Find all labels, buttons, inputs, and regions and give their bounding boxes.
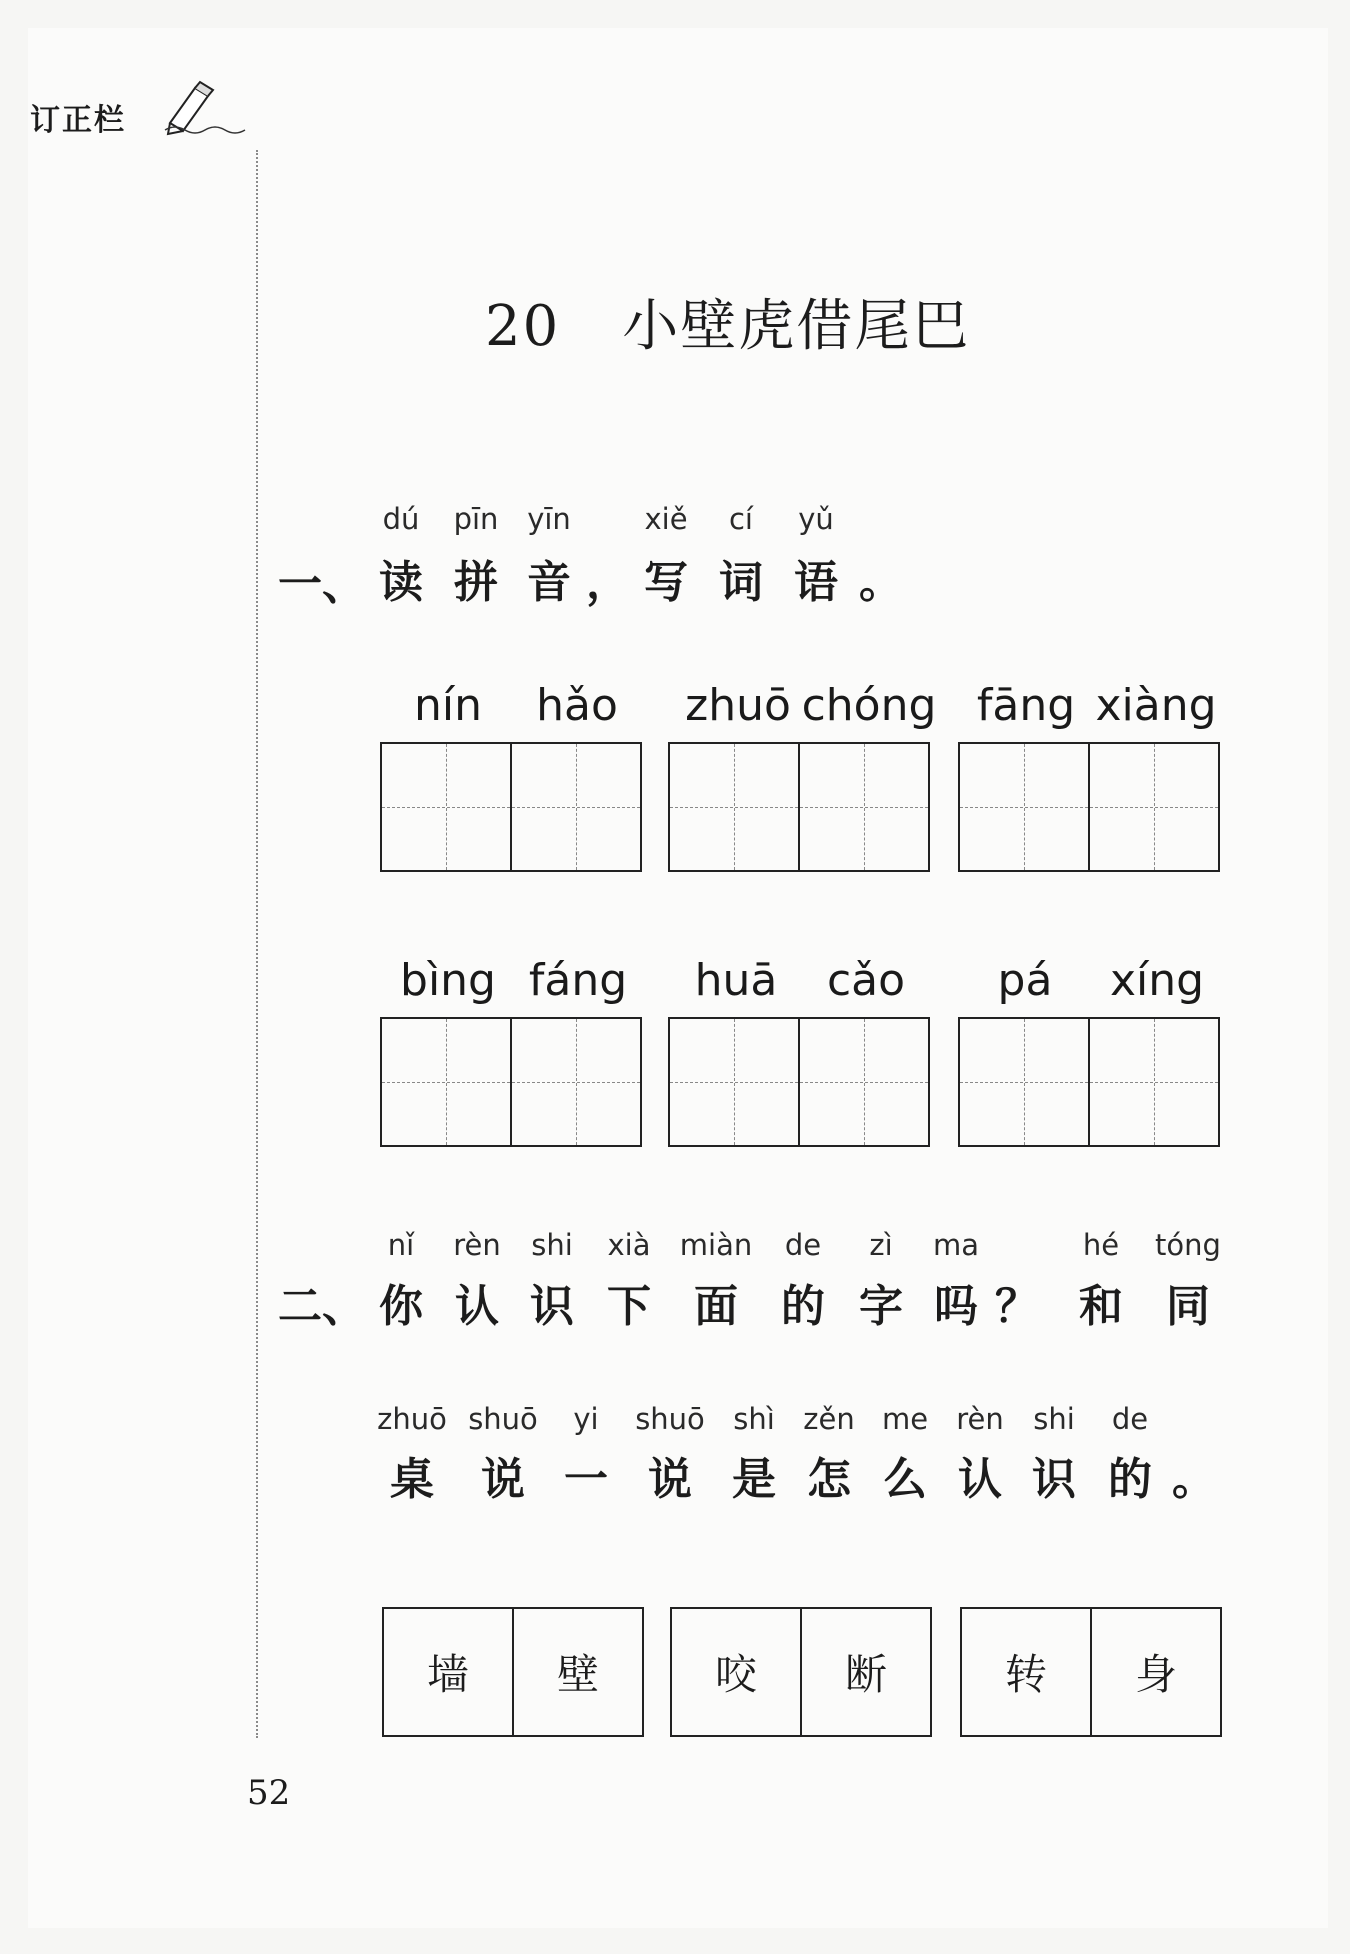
word-pinyin: xíng	[1109, 955, 1205, 1006]
word-pinyin: pá	[997, 955, 1053, 1006]
heading-char: 说	[481, 1454, 525, 1505]
heading-pinyin: de	[1111, 1402, 1149, 1436]
heading-pinyin: tóng	[1155, 1228, 1221, 1262]
char-box	[670, 1607, 932, 1737]
heading-pinyin: rèn	[956, 1402, 1004, 1436]
heading-char: 。	[1172, 1454, 1216, 1505]
heading-char: 是	[732, 1454, 776, 1505]
heading-char: 下	[607, 1281, 651, 1332]
margin-label: 订正栏	[30, 103, 126, 138]
word-pinyin: chóng	[801, 680, 937, 731]
box-char: 转	[1004, 1650, 1047, 1699]
heading-pinyin: zì	[869, 1228, 893, 1262]
heading-char: 字	[859, 1281, 903, 1332]
box-char: 咬	[714, 1650, 757, 1699]
writing-grid[interactable]	[380, 1017, 642, 1147]
page-title	[485, 282, 970, 362]
heading-char: 同	[1166, 1281, 1210, 1332]
heading-char: 你	[379, 1281, 423, 1332]
heading-char: 写	[644, 557, 688, 608]
word-pinyin: nín	[414, 680, 482, 731]
heading-pinyin: yi	[573, 1402, 599, 1436]
heading-char: 吗	[934, 1281, 978, 1332]
heading-pinyin: cí	[728, 502, 754, 536]
word-pinyin: zhuō	[685, 680, 791, 731]
heading-char: 的	[781, 1281, 825, 1332]
heading-char: 的	[1108, 1454, 1152, 1505]
heading-char: 语	[794, 557, 838, 608]
char-box	[382, 1607, 644, 1737]
heading-char: 和	[1079, 1281, 1123, 1332]
heading-char: 读	[379, 557, 423, 608]
heading-char: 词	[719, 557, 763, 608]
box-char: 身	[1090, 1609, 1220, 1735]
box-char: 壁	[512, 1609, 642, 1735]
heading-char: 认	[958, 1454, 1002, 1505]
section1-label: 一、	[278, 559, 366, 610]
word-pinyin: fáng	[528, 955, 628, 1006]
word-pinyin: fāng	[976, 680, 1076, 731]
heading-char: 音	[527, 557, 571, 608]
heading-char: 识	[530, 1281, 574, 1332]
heading-pinyin: xià	[607, 1228, 651, 1262]
word-pinyin: huā	[694, 955, 778, 1006]
heading-pinyin: ma	[932, 1228, 980, 1262]
char-box	[960, 1607, 1222, 1737]
heading-pinyin: pīn	[453, 502, 499, 536]
heading-pinyin: yǔ	[798, 502, 834, 536]
heading-pinyin: zhuō	[377, 1402, 447, 1436]
writing-grid[interactable]	[958, 1017, 1220, 1147]
heading-char: 说	[648, 1454, 692, 1505]
box-char: 墙	[426, 1650, 469, 1699]
heading-pinyin: dú	[382, 502, 420, 536]
page-number: 52	[247, 1773, 291, 1813]
heading-pinyin: de	[784, 1228, 822, 1262]
heading-pinyin: nǐ	[387, 1228, 415, 1262]
word-pinyin: xiàng	[1095, 680, 1217, 731]
heading-pinyin: me	[881, 1402, 929, 1436]
heading-pinyin: shuō	[468, 1402, 538, 1436]
heading-char: 识	[1032, 1454, 1076, 1505]
pencil-icon	[160, 78, 250, 138]
heading-char: 怎	[807, 1454, 851, 1505]
section2-label: 二、	[278, 1281, 366, 1332]
heading-char: 一	[564, 1454, 608, 1505]
lesson-title: 小壁虎借尾巴	[622, 294, 971, 359]
margin-rule	[256, 150, 258, 1738]
writing-grid[interactable]	[668, 1017, 930, 1147]
heading-char: 么	[883, 1454, 927, 1505]
writing-grid[interactable]	[668, 742, 930, 872]
heading-char: 认	[455, 1281, 499, 1332]
writing-grid[interactable]	[380, 742, 642, 872]
heading-pinyin: shi	[1033, 1402, 1075, 1436]
heading-char: ，	[586, 557, 630, 608]
lesson-number: 20	[485, 294, 561, 359]
heading-pinyin: zěn	[803, 1402, 855, 1436]
heading-char: 桌	[390, 1454, 434, 1505]
heading-pinyin: hé	[1082, 1228, 1120, 1262]
heading-pinyin: yīn	[527, 502, 571, 536]
heading-char: 面	[694, 1281, 738, 1332]
writing-grid[interactable]	[958, 742, 1220, 872]
heading-pinyin: xiě	[644, 502, 688, 536]
word-pinyin: bìng	[400, 955, 496, 1006]
heading-pinyin: shuō	[635, 1402, 705, 1436]
heading-pinyin: miàn	[679, 1228, 753, 1262]
heading-pinyin: shì	[733, 1402, 775, 1436]
heading-char: ？	[995, 1281, 1039, 1332]
heading-char: 。	[859, 557, 903, 608]
word-pinyin: cǎo	[826, 955, 906, 1006]
box-char: 断	[800, 1609, 930, 1735]
heading-char: 拼	[454, 557, 498, 608]
word-pinyin: hǎo	[536, 680, 618, 731]
heading-pinyin: shi	[531, 1228, 573, 1262]
heading-pinyin: rèn	[453, 1228, 501, 1262]
